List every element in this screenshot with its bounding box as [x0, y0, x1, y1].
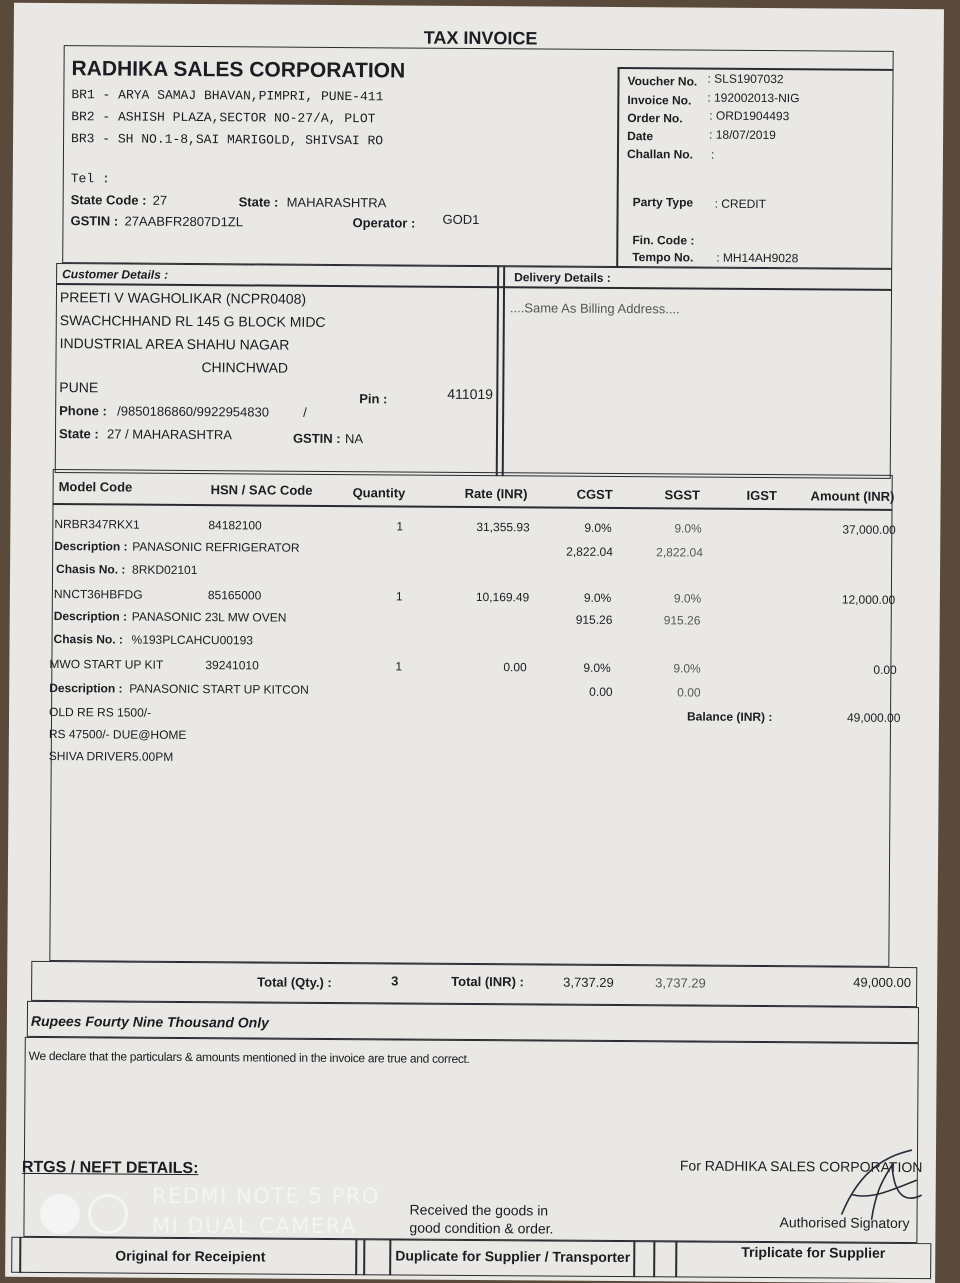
- company-name: RADHIKA SALES CORPORATION: [71, 57, 406, 83]
- total-qty-label: Total (Qty.) :: [257, 974, 332, 990]
- invoice-paper: [5, 3, 944, 1283]
- camera-lens-icon: [40, 1194, 80, 1234]
- item-1-cgst: 9.0%: [584, 520, 612, 535]
- phone: /9850186860/9922954830: [117, 403, 270, 420]
- gstin: 27AABFR2807D1ZL: [124, 213, 244, 230]
- item-1-sgst: 9.0%: [674, 521, 702, 536]
- item-2-sgst-amt: 915.26: [663, 613, 701, 628]
- customer-city: PUNE: [59, 379, 99, 396]
- item-2-model: NNCT36HBFDG: [53, 587, 143, 602]
- customer-area: CHINCHWAD: [201, 359, 289, 376]
- item-3-desc: PANASONIC START UP KITCON: [129, 681, 309, 697]
- customer-gstin-label: GSTIN :: [292, 430, 341, 447]
- received-line-2: good condition & order.: [409, 1219, 554, 1237]
- item-1-chasis: 8RKD02101: [132, 562, 198, 578]
- for-company: For RADHIKA SALES CORPORATION: [679, 1157, 923, 1176]
- total-amount: 49,000.00: [853, 974, 912, 991]
- item-1-cgst-amt: 2,822.04: [566, 544, 613, 559]
- col-model-code: Model Code: [58, 479, 133, 495]
- state-label: State :: [238, 194, 279, 210]
- camera-ring-icon: [88, 1194, 128, 1234]
- copy-original: Original for Receipient: [115, 1247, 266, 1265]
- item-1-desc-label: Description :: [54, 539, 128, 554]
- item-2-cgst-amt: 915.26: [575, 612, 613, 627]
- state-code-label: State Code :: [70, 192, 147, 208]
- item-3-cgst-amt: 0.00: [589, 684, 613, 699]
- customer-line-1: PREETI V WAGHOLIKAR (NCPR0408): [59, 289, 307, 307]
- item-3-sgst: 9.0%: [673, 661, 701, 676]
- item-2-rate: 10,169.49: [475, 589, 530, 605]
- date-label: Date: [627, 129, 654, 144]
- pin-label: Pin :: [359, 391, 388, 407]
- copy-triplicate: Triplicate for Supplier: [741, 1243, 886, 1261]
- item-3-qty: 1: [395, 659, 403, 674]
- item-3-model: MWO START UP KIT: [49, 657, 164, 672]
- balance: 49,000.00: [846, 710, 901, 725]
- item-1-amount: 37,000.00: [842, 522, 896, 537]
- item-2-desc-label: Description :: [53, 609, 128, 624]
- balance-label: Balance (INR) :: [686, 709, 773, 725]
- col-hsn: HSN / SAC Code: [210, 482, 313, 498]
- item-1-sgst-amt: 2,822.04: [656, 545, 703, 560]
- authorised-signatory: Authorised Signatory: [779, 1214, 910, 1232]
- item-2-chasis: %193PLCAHCU00193: [131, 632, 254, 648]
- gstin-label: GSTIN :: [70, 213, 119, 229]
- customer-state: 27 / MAHARASHTRA: [106, 426, 233, 443]
- phone-label: Phone :: [59, 403, 107, 419]
- col-sgst: SGST: [664, 487, 701, 503]
- challan-label: Challan No.: [626, 147, 694, 162]
- item-3-desc-label: Description :: [49, 681, 123, 696]
- fin-code-label: Fin. Code :: [632, 233, 695, 248]
- operator-label: Operator :: [352, 215, 416, 231]
- note-1: OLD RE RS 1500/-: [49, 705, 152, 720]
- col-igst: IGST: [746, 487, 777, 504]
- item-2-chasis-label: Chasis No. :: [53, 632, 123, 647]
- item-1-hsn: 84182100: [208, 518, 262, 533]
- received-line-1: Received the goods in: [409, 1201, 549, 1219]
- rtgs-heading: RTGS / NEFT DETAILS:: [21, 1158, 199, 1178]
- note-2: RS 47500/- DUE@HOME: [48, 727, 187, 742]
- customer-line-2: SWACHCHHAND RL 145 G BLOCK MIDC: [59, 312, 326, 330]
- branch-3: BR3 - SH NO.1-8,SAI MARIGOLD, SHIVSAI RO: [71, 131, 384, 149]
- total-qty: 3: [391, 973, 399, 989]
- col-rate: Rate (INR): [464, 485, 528, 502]
- pin: 411019: [447, 385, 494, 403]
- item-3-rate: 0.00: [503, 660, 527, 675]
- invoice-title: TAX INVOICE: [423, 27, 538, 49]
- amount-in-words: Rupees Fourty Nine Thousand Only: [30, 1012, 269, 1031]
- item-1-model: NRBR347RKX1: [54, 517, 140, 532]
- item-1-desc: PANASONIC REFRIGERATOR: [132, 539, 300, 555]
- order-no: : ORD1904493: [709, 108, 790, 124]
- voucher-label: Voucher No.: [627, 74, 698, 89]
- col-amount: Amount (INR): [810, 488, 895, 504]
- tel-label: Tel :: [70, 171, 110, 187]
- customer-state-label: State :: [58, 426, 99, 442]
- item-3-amount: 0.00: [873, 662, 897, 677]
- item-3-cgst: 9.0%: [583, 660, 611, 675]
- tempo-label: Tempo No.: [632, 250, 694, 265]
- item-3-sgst-amt: 0.00: [677, 685, 701, 700]
- item-1-qty: 1: [396, 519, 404, 534]
- copy-duplicate: Duplicate for Supplier / Transporter: [395, 1247, 631, 1266]
- item-2-sgst: 9.0%: [673, 591, 702, 606]
- item-3-hsn: 39241010: [205, 658, 259, 673]
- invoice-no: : 192002013-NIG: [707, 90, 800, 106]
- total-inr-label: Total (INR) :: [451, 973, 524, 990]
- item-1-rate: 31,355.93: [476, 519, 530, 535]
- phone-tail: /: [303, 404, 307, 420]
- customer-gstin: NA: [344, 431, 364, 447]
- watermark-line-2: MI DUAL CAMERA: [152, 1214, 357, 1238]
- customer-line-3: INDUSTRIAL AREA SHAHU NAGAR: [59, 335, 290, 353]
- item-2-amount: 12,000.00: [841, 592, 896, 607]
- challan-no: :: [710, 147, 715, 162]
- branch-2: BR2 - ASHISH PLAZA,SECTOR NO-27/A, PLOT: [71, 109, 376, 127]
- item-2-qty: 1: [395, 589, 403, 604]
- branch-1: BR1 - ARYA SAMAJ BHAVAN,PIMPRI, PUNE-411: [71, 87, 384, 105]
- col-cgst: CGST: [576, 486, 613, 502]
- total-sgst: 3,737.29: [655, 975, 706, 991]
- item-1-chasis-label: Chasis No. :: [56, 562, 126, 577]
- note-3: SHIVA DRIVER5.00PM: [48, 749, 174, 764]
- state-code: 27: [152, 192, 168, 208]
- voucher-no: : SLS1907032: [707, 71, 784, 87]
- operator: GOD1: [442, 211, 480, 228]
- declaration: We declare that the particulars & amounts mentioned in the invoice are true and correct.: [28, 1048, 470, 1066]
- total-cgst: 3,737.29: [563, 974, 614, 990]
- col-quantity: Quantity: [352, 485, 406, 501]
- item-2-cgst: 9.0%: [583, 590, 612, 605]
- state: MAHARASHTRA: [286, 194, 387, 211]
- item-2-hsn: 85165000: [207, 588, 262, 603]
- order-label: Order No.: [627, 111, 683, 126]
- customer-header: Customer Details :: [62, 267, 169, 282]
- delivery-header: Delivery Details :: [514, 270, 611, 285]
- tempo-no: : MH14AH9028: [716, 250, 799, 266]
- watermark-line-1: REDMI NOTE 5 PRO: [152, 1184, 380, 1208]
- invoice-label: Invoice No.: [627, 93, 692, 108]
- party-type: : CREDIT: [714, 196, 767, 212]
- item-2-desc: PANASONIC 23L MW OVEN: [131, 609, 287, 625]
- party-type-label: Party Type: [632, 195, 694, 210]
- date: : 18/07/2019: [709, 127, 776, 143]
- signature-scribble: [831, 1144, 932, 1235]
- delivery-text: ....Same As Billing Address....: [509, 300, 680, 317]
